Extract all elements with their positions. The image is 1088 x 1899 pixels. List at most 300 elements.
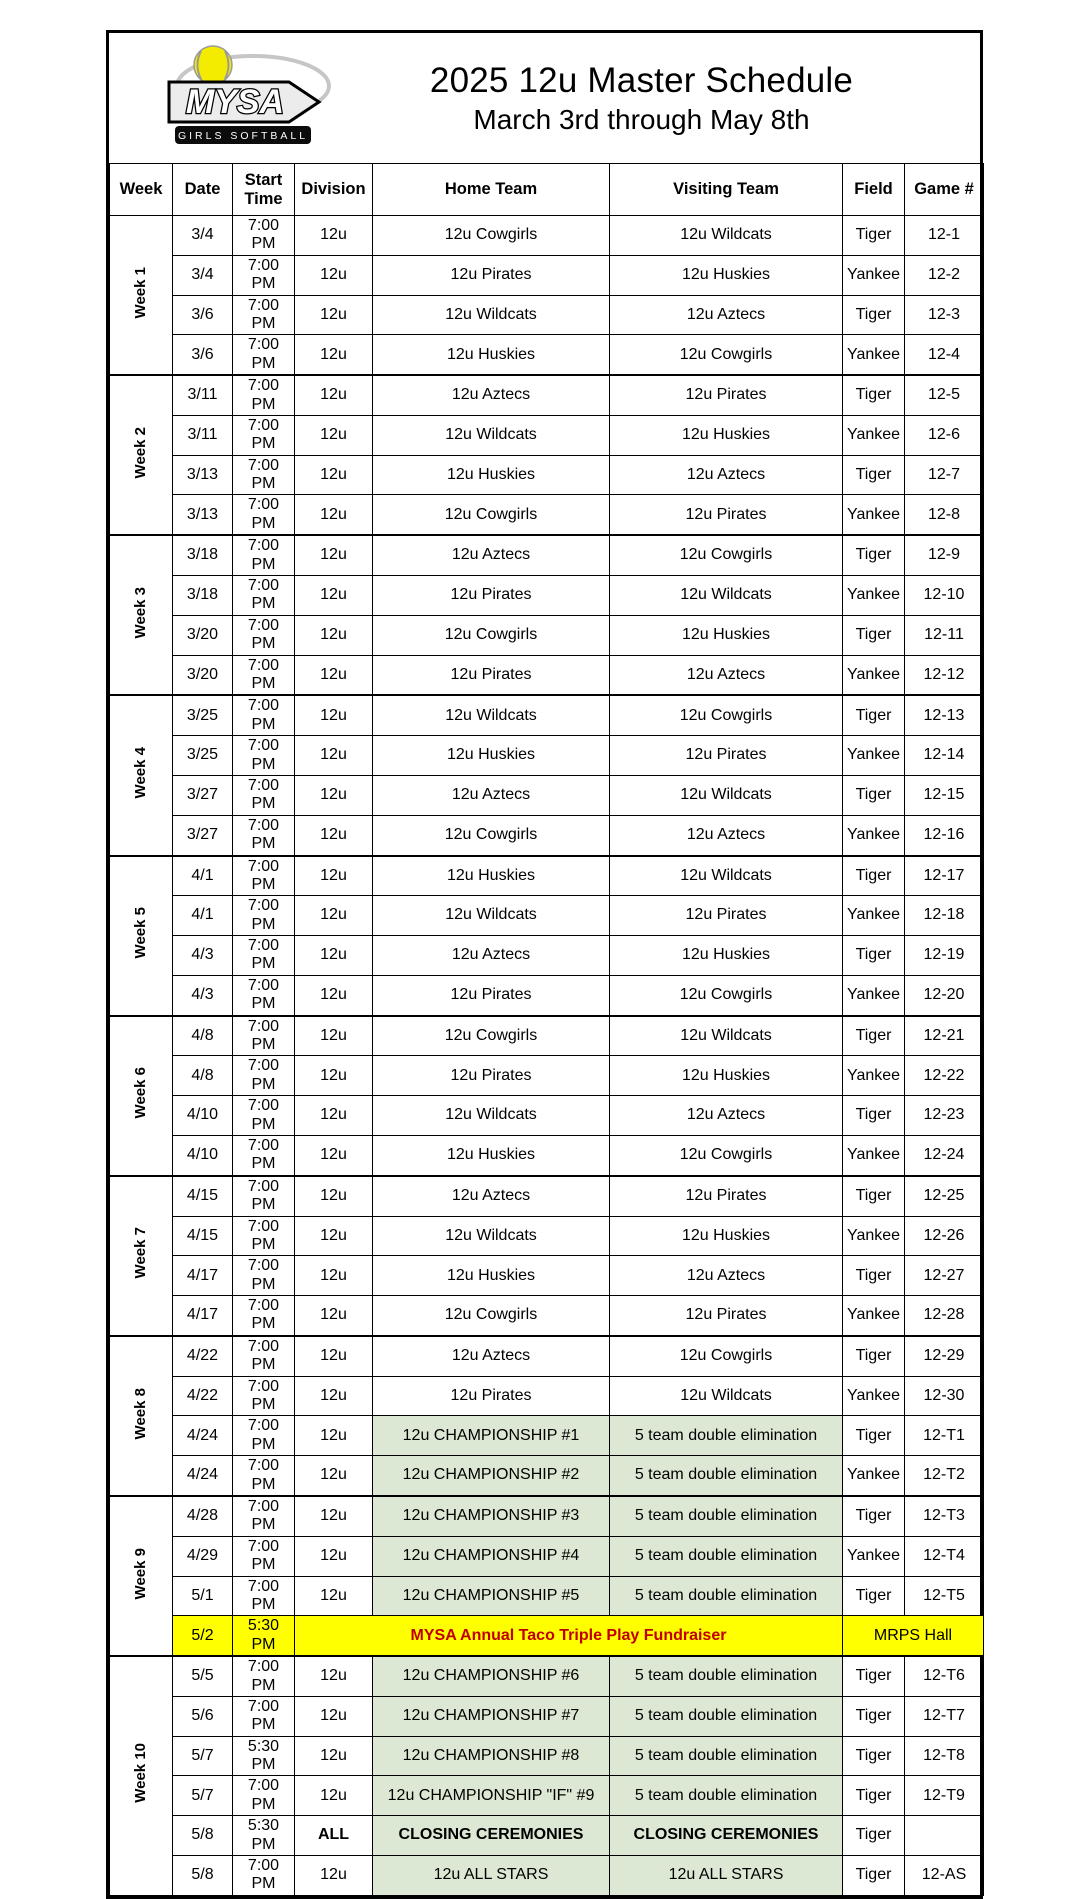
division-cell: 12u <box>295 736 373 776</box>
home-team-cell: 12u Pirates <box>373 255 610 295</box>
game-number-cell: 12-3 <box>905 295 984 335</box>
division-cell: 12u <box>295 695 373 735</box>
division-cell: 12u <box>295 1696 373 1736</box>
fundraiser-row <box>110 1616 984 1656</box>
visiting-team-cell: 12u Huskies <box>610 615 843 655</box>
start-time-cell: 7:00 PM <box>233 1856 295 1896</box>
game-number-cell: 12-25 <box>905 1176 984 1216</box>
visiting-team-cell: 12u ALL STARS <box>610 1856 843 1896</box>
game-number-cell: 12-T8 <box>905 1736 984 1776</box>
visiting-team-cell: 12u Pirates <box>610 1176 843 1216</box>
start-time-cell: 7:00 PM <box>233 655 295 695</box>
col-home-team: Home Team <box>373 164 610 216</box>
start-time-cell: 7:00 PM <box>233 576 295 616</box>
schedule-sheet <box>106 30 983 1899</box>
home-team-cell: 12u Wildcats <box>373 896 610 936</box>
visiting-team-cell: 5 team double elimination <box>610 1576 843 1616</box>
date-cell: 4/22 <box>173 1336 233 1376</box>
division-cell: 12u <box>295 1256 373 1296</box>
schedule-row <box>110 856 984 896</box>
date-cell: 4/29 <box>173 1536 233 1576</box>
visiting-team-cell: 12u Wildcats <box>610 1016 843 1056</box>
home-team-cell: 12u CHAMPIONSHIP #8 <box>373 1736 610 1776</box>
date-cell: 3/20 <box>173 615 233 655</box>
visiting-team-cell: 12u Pirates <box>610 896 843 936</box>
visiting-team-cell: 12u Cowgirls <box>610 975 843 1015</box>
start-time-cell: 5:30 PM <box>233 1816 295 1856</box>
field-cell: Tiger <box>843 535 905 575</box>
home-team-cell: 12u Wildcats <box>373 695 610 735</box>
visiting-team-cell: 12u Aztecs <box>610 655 843 695</box>
start-time-cell: 7:00 PM <box>233 1456 295 1496</box>
division-cell: 12u <box>295 455 373 495</box>
game-number-cell: 12-27 <box>905 1256 984 1296</box>
division-cell: 12u <box>295 1096 373 1136</box>
field-cell: Tiger <box>843 1856 905 1896</box>
date-cell: 3/27 <box>173 775 233 815</box>
field-cell: Yankee <box>843 896 905 936</box>
start-time-cell: 7:00 PM <box>233 1256 295 1296</box>
visiting-team-cell: 12u Aztecs <box>610 295 843 335</box>
date-cell: 5/6 <box>173 1696 233 1736</box>
start-time-cell: 7:00 PM <box>233 1056 295 1096</box>
date-cell: 3/13 <box>173 495 233 535</box>
game-number-cell: 12-5 <box>905 375 984 415</box>
date-cell: 5/2 <box>173 1616 233 1656</box>
week-label-text: Week 10 <box>132 1743 150 1804</box>
game-number-cell: 12-17 <box>905 856 984 896</box>
date-cell: 5/1 <box>173 1576 233 1616</box>
date-cell: 4/22 <box>173 1376 233 1416</box>
page-subtitle: March 3rd through May 8th <box>473 103 810 135</box>
division-cell: 12u <box>295 1536 373 1576</box>
field-cell: Tiger <box>843 1736 905 1776</box>
game-number-cell: 12-12 <box>905 655 984 695</box>
division-cell: 12u <box>295 1216 373 1256</box>
game-number-cell: 12-T7 <box>905 1696 984 1736</box>
start-time-cell: 7:00 PM <box>233 936 295 976</box>
week-label-text: Week 2 <box>132 426 150 479</box>
division-cell: 12u <box>295 295 373 335</box>
visiting-team-cell: 12u Aztecs <box>610 815 843 855</box>
start-time-cell: 5:30 PM <box>233 1616 295 1656</box>
start-time-cell: 7:00 PM <box>233 415 295 455</box>
field-cell: Tiger <box>843 1656 905 1696</box>
schedule-row <box>110 1096 984 1136</box>
date-cell: 3/25 <box>173 736 233 776</box>
division-cell: 12u <box>295 1176 373 1216</box>
field-cell: Yankee <box>843 1456 905 1496</box>
home-team-cell: 12u Cowgirls <box>373 815 610 855</box>
schedule-row <box>110 1776 984 1816</box>
field-cell: MRPS Hall <box>843 1616 984 1656</box>
date-cell: 4/3 <box>173 936 233 976</box>
start-time-cell: 7:00 PM <box>233 896 295 936</box>
date-cell: 3/6 <box>173 295 233 335</box>
field-cell: Tiger <box>843 1096 905 1136</box>
division-cell: 12u <box>295 975 373 1015</box>
visiting-team-cell: 12u Wildcats <box>610 576 843 616</box>
schedule-row <box>110 535 984 575</box>
schedule-row <box>110 1736 984 1776</box>
division-cell: 12u <box>295 1856 373 1896</box>
game-number-cell: 12-13 <box>905 695 984 735</box>
schedule-row <box>110 1496 984 1536</box>
visiting-team-cell: 12u Wildcats <box>610 856 843 896</box>
date-cell: 3/25 <box>173 695 233 735</box>
start-time-cell: 7:00 PM <box>233 1776 295 1816</box>
visiting-team-cell: 12u Aztecs <box>610 1096 843 1136</box>
division-cell: 12u <box>295 1016 373 1056</box>
home-team-cell: 12u Pirates <box>373 655 610 695</box>
start-time-cell: 7:00 PM <box>233 1176 295 1216</box>
schedule-row <box>110 1816 984 1856</box>
home-team-cell: 12u CHAMPIONSHIP #7 <box>373 1696 610 1736</box>
home-team-cell: 12u CHAMPIONSHIP "IF" #9 <box>373 1776 610 1816</box>
schedule-row <box>110 1856 984 1896</box>
game-number-cell: 12-29 <box>905 1336 984 1376</box>
game-number-cell: 12-16 <box>905 815 984 855</box>
visiting-team-cell: 12u Pirates <box>610 495 843 535</box>
week-label <box>110 1336 173 1496</box>
home-team-cell: 12u Pirates <box>373 576 610 616</box>
game-number-cell: 12-28 <box>905 1296 984 1336</box>
schedule-row <box>110 1056 984 1096</box>
start-time-cell: 7:00 PM <box>233 295 295 335</box>
field-cell: Tiger <box>843 375 905 415</box>
division-cell: 12u <box>295 1416 373 1456</box>
start-time-cell: 7:00 PM <box>233 255 295 295</box>
game-number-cell: 12-1 <box>905 216 984 256</box>
schedule-row <box>110 576 984 616</box>
col-division: Division <box>295 164 373 216</box>
schedule-row <box>110 216 984 256</box>
field-cell: Yankee <box>843 1376 905 1416</box>
page-title: 2025 12u Master Schedule <box>429 60 854 100</box>
start-time-cell: 7:00 PM <box>233 335 295 375</box>
visiting-team-cell: 12u Pirates <box>610 736 843 776</box>
schedule-row <box>110 1536 984 1576</box>
division-cell: 12u <box>295 576 373 616</box>
field-cell: Tiger <box>843 216 905 256</box>
home-team-cell: 12u Pirates <box>373 975 610 1015</box>
game-number-cell: 12-9 <box>905 535 984 575</box>
visiting-team-cell: CLOSING CEREMONIES <box>610 1816 843 1856</box>
division-cell: 12u <box>295 216 373 256</box>
field-cell: Tiger <box>843 1776 905 1816</box>
schedule-row <box>110 455 984 495</box>
field-cell: Yankee <box>843 1216 905 1256</box>
start-time-cell: 7:00 PM <box>233 1656 295 1696</box>
schedule-row <box>110 1016 984 1056</box>
date-cell: 5/8 <box>173 1856 233 1896</box>
schedule-row <box>110 1296 984 1336</box>
division-cell: 12u <box>295 495 373 535</box>
start-time-cell: 7:00 PM <box>233 455 295 495</box>
home-team-cell: 12u Huskies <box>373 1256 610 1296</box>
home-team-cell: 12u Wildcats <box>373 1096 610 1136</box>
start-time-cell: 7:00 PM <box>233 775 295 815</box>
schedule-row <box>110 815 984 855</box>
visiting-team-cell: 5 team double elimination <box>610 1536 843 1576</box>
division-cell: 12u <box>295 1656 373 1696</box>
schedule-row <box>110 936 984 976</box>
schedule-row <box>110 1456 984 1496</box>
game-number-cell: 12-14 <box>905 736 984 776</box>
division-cell: 12u <box>295 1456 373 1496</box>
game-number-cell: 12-11 <box>905 615 984 655</box>
start-time-cell: 7:00 PM <box>233 535 295 575</box>
week-label <box>110 535 173 695</box>
start-time-cell: 7:00 PM <box>233 1336 295 1376</box>
start-time-cell: 7:00 PM <box>233 615 295 655</box>
date-cell: 4/17 <box>173 1296 233 1336</box>
start-time-cell: 7:00 PM <box>233 1376 295 1416</box>
visiting-team-cell: 5 team double elimination <box>610 1416 843 1456</box>
masthead <box>109 33 980 163</box>
field-cell: Tiger <box>843 936 905 976</box>
field-cell: Yankee <box>843 495 905 535</box>
division-cell: 12u <box>295 1296 373 1336</box>
schedule-row <box>110 415 984 455</box>
field-cell: Yankee <box>843 655 905 695</box>
visiting-team-cell: 12u Wildcats <box>610 216 843 256</box>
visiting-team-cell: 12u Cowgirls <box>610 1336 843 1376</box>
field-cell: Yankee <box>843 975 905 1015</box>
date-cell: 4/8 <box>173 1016 233 1056</box>
schedule-row <box>110 695 984 735</box>
field-cell: Yankee <box>843 1135 905 1175</box>
week-label-text: Week 6 <box>132 1067 150 1119</box>
date-cell: 4/10 <box>173 1096 233 1136</box>
division-cell: 12u <box>295 1056 373 1096</box>
field-cell: Tiger <box>843 1576 905 1616</box>
date-cell: 4/1 <box>173 896 233 936</box>
game-number-cell: 12-2 <box>905 255 984 295</box>
game-number-cell: 12-T3 <box>905 1496 984 1536</box>
field-cell: Yankee <box>843 335 905 375</box>
game-number-cell: 12-10 <box>905 576 984 616</box>
week-label-text: Week 9 <box>132 1547 150 1600</box>
week-label-text: Week 8 <box>132 1387 150 1439</box>
schedule-row <box>110 295 984 335</box>
division-cell: 12u <box>295 1376 373 1416</box>
schedule-row <box>110 615 984 655</box>
schedule-row <box>110 736 984 776</box>
schedule-body <box>110 216 984 1896</box>
week-label <box>110 216 173 376</box>
schedule-row <box>110 1376 984 1416</box>
visiting-team-cell: 5 team double elimination <box>610 1656 843 1696</box>
start-time-cell: 7:00 PM <box>233 975 295 1015</box>
visiting-team-cell: 12u Pirates <box>610 375 843 415</box>
home-team-cell: CLOSING CEREMONIES <box>373 1816 610 1856</box>
col-week: Week <box>110 164 173 216</box>
week-label <box>110 856 173 1016</box>
visiting-team-cell: 12u Aztecs <box>610 455 843 495</box>
home-team-cell: 12u Cowgirls <box>373 615 610 655</box>
game-number-cell: 12-19 <box>905 936 984 976</box>
date-cell: 3/20 <box>173 655 233 695</box>
division-cell: 12u <box>295 615 373 655</box>
visiting-team-cell: 12u Huskies <box>610 1216 843 1256</box>
visiting-team-cell: 12u Aztecs <box>610 1256 843 1296</box>
game-number-cell: 12-AS <box>905 1856 984 1896</box>
schedule-row <box>110 655 984 695</box>
game-number-cell: 12-24 <box>905 1135 984 1175</box>
schedule-row <box>110 1135 984 1175</box>
title-block <box>343 61 970 136</box>
field-cell: Tiger <box>843 1496 905 1536</box>
visiting-team-cell: 12u Wildcats <box>610 775 843 815</box>
date-cell: 3/18 <box>173 535 233 575</box>
date-cell: 3/18 <box>173 576 233 616</box>
game-number-cell: 12-22 <box>905 1056 984 1096</box>
visiting-team-cell: 12u Wildcats <box>610 1376 843 1416</box>
home-team-cell: 12u Wildcats <box>373 415 610 455</box>
visiting-team-cell: 12u Cowgirls <box>610 695 843 735</box>
field-cell: Tiger <box>843 1336 905 1376</box>
field-cell: Tiger <box>843 615 905 655</box>
visiting-team-cell: 12u Cowgirls <box>610 535 843 575</box>
week-label-text: Week 5 <box>132 907 150 959</box>
game-number-cell: 12-15 <box>905 775 984 815</box>
home-team-cell: 12u Pirates <box>373 1376 610 1416</box>
home-team-cell: 12u CHAMPIONSHIP #1 <box>373 1416 610 1456</box>
week-label <box>110 1016 173 1176</box>
division-cell: 12u <box>295 1736 373 1776</box>
field-cell: Tiger <box>843 1016 905 1056</box>
division-cell: 12u <box>295 655 373 695</box>
division-cell: 12u <box>295 415 373 455</box>
date-cell: 3/11 <box>173 415 233 455</box>
field-cell: Yankee <box>843 1536 905 1576</box>
division-cell: 12u <box>295 255 373 295</box>
division-cell: 12u <box>295 1776 373 1816</box>
field-cell: Yankee <box>843 815 905 855</box>
home-team-cell: 12u CHAMPIONSHIP #6 <box>373 1656 610 1696</box>
col-start-time: Start Time <box>233 164 295 216</box>
home-team-cell: 12u Wildcats <box>373 1216 610 1256</box>
col-game-number: Game # <box>905 164 984 216</box>
week-label-text: Week 1 <box>132 266 150 319</box>
mysa-logo <box>153 44 343 153</box>
schedule-row <box>110 1696 984 1736</box>
field-cell: Tiger <box>843 1696 905 1736</box>
date-cell: 4/10 <box>173 1135 233 1175</box>
field-cell: Yankee <box>843 255 905 295</box>
schedule-row <box>110 1416 984 1456</box>
division-cell: 12u <box>295 1135 373 1175</box>
start-time-cell: 7:00 PM <box>233 1536 295 1576</box>
col-visiting-team: Visiting Team <box>610 164 843 216</box>
date-cell: 4/24 <box>173 1416 233 1456</box>
game-number-cell: 12-T9 <box>905 1776 984 1816</box>
game-number-cell <box>905 1816 984 1856</box>
visiting-team-cell: 12u Cowgirls <box>610 335 843 375</box>
date-cell: 5/8 <box>173 1816 233 1856</box>
schedule-row <box>110 1256 984 1296</box>
date-cell: 5/7 <box>173 1776 233 1816</box>
week-label <box>110 1496 173 1656</box>
game-number-cell: 12-21 <box>905 1016 984 1056</box>
game-number-cell: 12-8 <box>905 495 984 535</box>
visiting-team-cell: 5 team double elimination <box>610 1696 843 1736</box>
visiting-team-cell: 12u Huskies <box>610 1056 843 1096</box>
home-team-cell: 12u Aztecs <box>373 775 610 815</box>
date-cell: 5/5 <box>173 1656 233 1696</box>
field-cell: Yankee <box>843 736 905 776</box>
field-cell: Tiger <box>843 775 905 815</box>
game-number-cell: 12-23 <box>905 1096 984 1136</box>
start-time-cell: 7:00 PM <box>233 815 295 855</box>
start-time-cell: 7:00 PM <box>233 1576 295 1616</box>
field-cell: Tiger <box>843 295 905 335</box>
field-cell: Tiger <box>843 1416 905 1456</box>
game-number-cell: 12-20 <box>905 975 984 1015</box>
start-time-cell: 7:00 PM <box>233 1016 295 1056</box>
field-cell: Tiger <box>843 1176 905 1216</box>
schedule-row <box>110 896 984 936</box>
field-cell: Tiger <box>843 1256 905 1296</box>
schedule-row <box>110 775 984 815</box>
header-row <box>110 164 984 216</box>
field-cell: Yankee <box>843 576 905 616</box>
visiting-team-cell: 5 team double elimination <box>610 1496 843 1536</box>
week-label <box>110 1656 173 1895</box>
start-time-cell: 7:00 PM <box>233 375 295 415</box>
week-label-text: Week 7 <box>132 1227 150 1279</box>
field-cell: Tiger <box>843 1816 905 1856</box>
home-team-cell: 12u CHAMPIONSHIP #3 <box>373 1496 610 1536</box>
col-field: Field <box>843 164 905 216</box>
start-time-cell: 5:30 PM <box>233 1736 295 1776</box>
visiting-team-cell: 5 team double elimination <box>610 1776 843 1816</box>
home-team-cell: 12u Aztecs <box>373 535 610 575</box>
game-number-cell: 12-30 <box>905 1376 984 1416</box>
division-cell: 12u <box>295 1496 373 1536</box>
col-date: Date <box>173 164 233 216</box>
start-time-cell: 7:00 PM <box>233 1216 295 1256</box>
logo-text: MYSA <box>185 82 285 121</box>
visiting-team-cell: 12u Pirates <box>610 1296 843 1336</box>
division-cell: 12u <box>295 775 373 815</box>
date-cell: 4/24 <box>173 1456 233 1496</box>
schedule-row <box>110 495 984 535</box>
division-cell: 12u <box>295 856 373 896</box>
home-team-cell: 12u Huskies <box>373 455 610 495</box>
game-number-cell: 12-T6 <box>905 1656 984 1696</box>
home-team-cell: 12u Huskies <box>373 1135 610 1175</box>
schedule-row <box>110 1576 984 1616</box>
date-cell: 5/7 <box>173 1736 233 1776</box>
home-team-cell: 12u Cowgirls <box>373 495 610 535</box>
week-label-text: Week 4 <box>132 747 150 799</box>
game-number-cell: 12-T5 <box>905 1576 984 1616</box>
visiting-team-cell: 12u Huskies <box>610 415 843 455</box>
division-cell: 12u <box>295 1576 373 1616</box>
date-cell: 4/15 <box>173 1216 233 1256</box>
home-team-cell: 12u Cowgirls <box>373 216 610 256</box>
visiting-team-cell: 12u Huskies <box>610 255 843 295</box>
home-team-cell: 12u Aztecs <box>373 1176 610 1216</box>
start-time-cell: 7:00 PM <box>233 1416 295 1456</box>
schedule-row <box>110 1336 984 1376</box>
home-team-cell: 12u Huskies <box>373 736 610 776</box>
division-cell: ALL <box>295 1816 373 1856</box>
home-team-cell: 12u Cowgirls <box>373 1296 610 1336</box>
schedule-row <box>110 255 984 295</box>
